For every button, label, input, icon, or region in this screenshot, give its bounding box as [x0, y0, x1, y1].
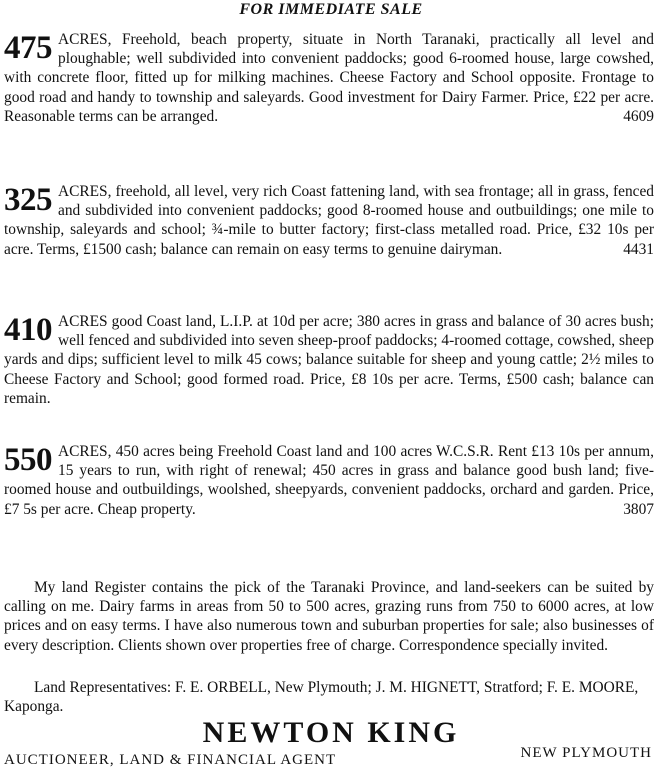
ad-heading: FOR IMMEDIATE SALE: [239, 1, 423, 18]
listing-475: [4, 30, 654, 126]
acre-figure: 475: [4, 30, 52, 66]
register-paragraph: My land Register contains the pick of the Taranaki Province, and land-seekers can be suited by calling on me. Dairy farms in areas from 50 to 500 acres, grazing runs from 750 to 6000 acres, at low prices and on easy terms. I have also numerous town and suburban properties for sale; also businesses of every description. Clients shown over properties free of charge. Correspondence specially invited.: [4, 579, 654, 654]
listing-ref: 4609: [623, 107, 654, 125]
listing-text: ACRES, Freehold, beach property, situate in North Taranaki, practically all level and ploughable; well subdivided into convenient paddocks; good 6-roomed house, large cowshed, with concrete floor, fitted up for milking machines. Cheese Factory and School opposite. Frontage to good road and handy to township and saleyards. Good investment for Dairy Farmer. Price, £22 per acre. Reasonable terms can be arranged.: [4, 31, 654, 125]
listing-text: ACRES, 450 acres being Freehold Coast land and 100 acres W.C.S.R. Rent £13 10s per annum, 15 years to run, with right of renewal; 450 acres in grass and balance good bush land; five-roomed house and outbuildings, woolshed, sheepyards, convenient paddocks, orchard and garden. Price, £7 5s per acre. Cheap property.: [4, 443, 654, 518]
acre-figure: 410: [4, 312, 52, 348]
agent-name: NEWTON KING: [202, 716, 460, 749]
listing-325: [4, 182, 654, 259]
listing-ref: 4431: [623, 240, 654, 258]
acre-figure: 325: [4, 182, 52, 218]
listing-410: [4, 312, 654, 408]
listing-text: ACRES, freehold, all level, very rich Coast fattening land, with sea frontage; all in grass, fenced and subdivided into convenient paddocks; good 8-roomed house and outbuildings; one mile to township, saleyards and school; ¾-mile to butter factory; first-class metalled road. Price, £32 10s per acre. Terms, £1500 cash; balance can remain on easy terms to genuine dairyman.: [4, 183, 654, 258]
land-representatives: Land Representatives: F. E. ORBELL, New Plymouth; J. M. HIGNETT, Stratford; F. E. MOORE, Kaponga.: [4, 679, 639, 716]
listing-text: ACRES good Coast land, L.I.P. at 10d per acre; 380 acres in grass and balance of 30 acres bush; well fenced and subdivided into seven sheep-proof paddocks; 4-roomed cottage, cowshed, sheep yards and dips; sufficient level to milk 45 cows; balance suitable for sheep and young cattle; 2½ miles to Cheese Factory and School; good formed road. Price, £8 10s per acre. Terms, £500 cash; balance can remain.: [4, 313, 654, 407]
agent-location: NEW PLYMOUTH: [520, 745, 652, 761]
listing-550: [4, 442, 654, 519]
acre-figure: 550: [4, 442, 52, 478]
agent-title: AUCTIONEER, LAND & FINANCIAL AGENT: [4, 752, 337, 768]
listing-ref: 3807: [623, 500, 654, 518]
